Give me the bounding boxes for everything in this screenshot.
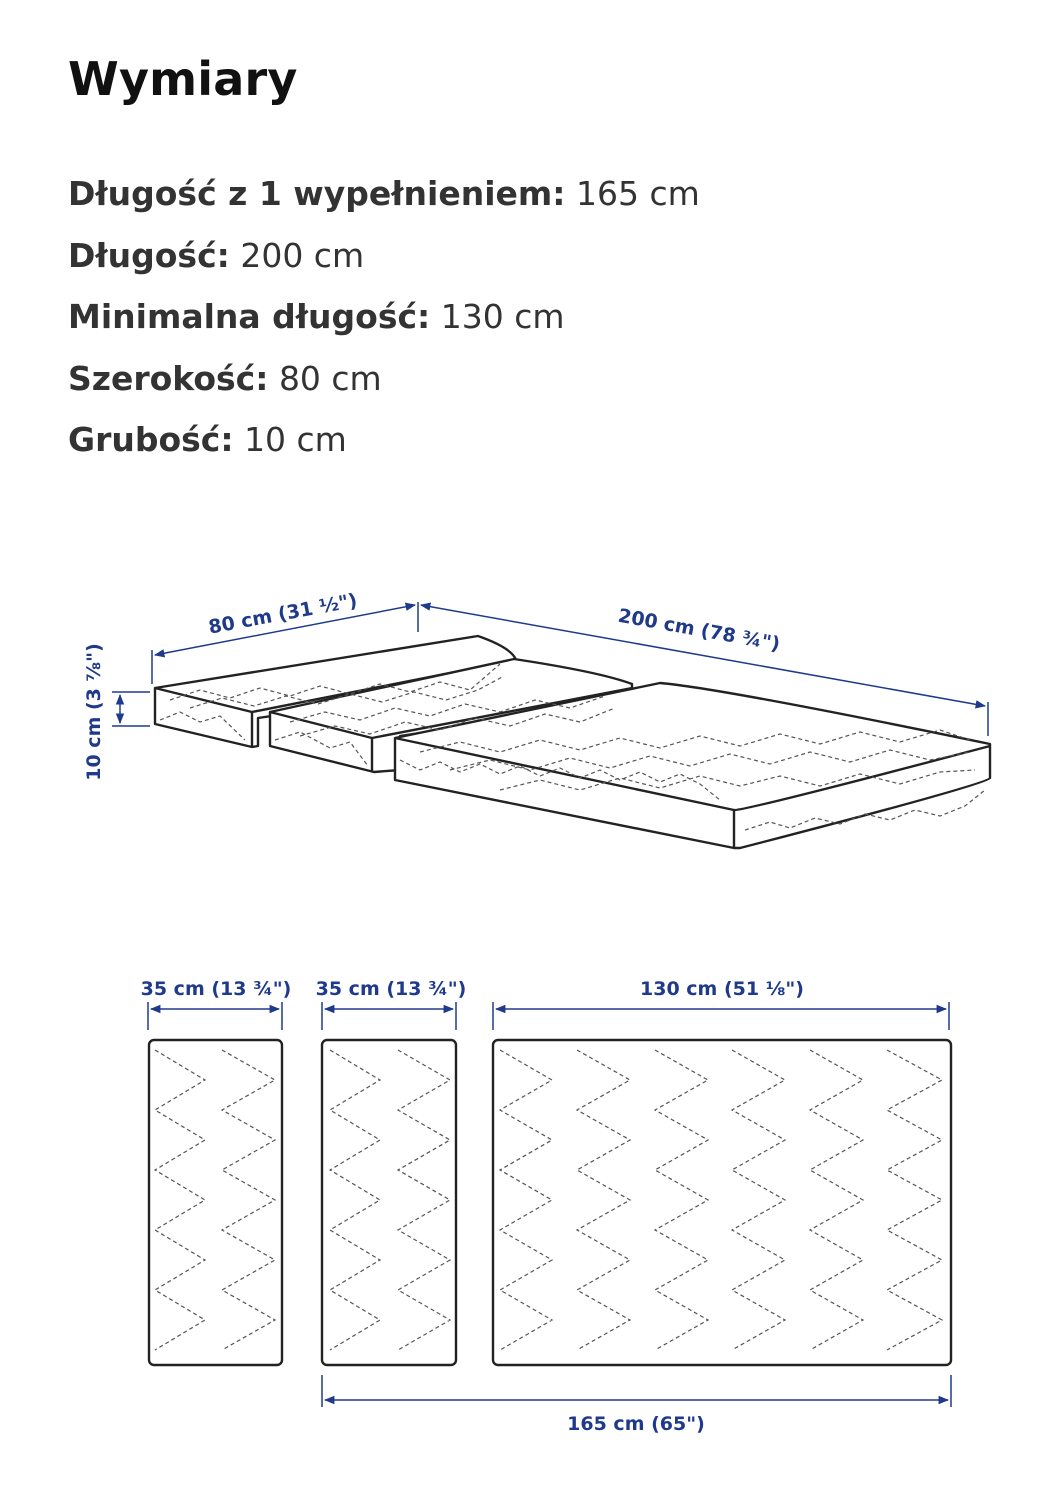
top-piece-2 — [322, 1040, 456, 1365]
dimensions-list — [68, 168, 700, 476]
isometric-view — [83, 590, 990, 848]
spec-row-length — [68, 230, 700, 292]
spec-label: Długość: — [68, 235, 230, 275]
iso-thickness-label: 10 cm (3 ⅞") — [83, 643, 105, 781]
iso-length-label: 200 cm (78 ¾") — [616, 604, 782, 656]
spec-row-min-length — [68, 291, 700, 353]
top-total-label: 165 cm (65") — [567, 1413, 705, 1435]
page-title: Wymiary — [68, 52, 298, 106]
spec-value: 130 cm — [440, 297, 565, 336]
spec-label: Szerokość: — [68, 358, 269, 398]
top-piece1-label: 35 cm (13 ¾") — [140, 978, 292, 1000]
iso-width-label: 80 cm (31 ½") — [206, 589, 360, 639]
mattress-dimensions-diagram — [0, 520, 1060, 1460]
top-piece-1 — [149, 1040, 282, 1365]
spec-value: 165 cm — [575, 174, 700, 213]
spec-label: Grubość: — [68, 420, 234, 459]
spec-row-thickness — [68, 414, 700, 476]
spec-row-length-with-filler — [68, 168, 700, 230]
top-piece2-label: 35 cm (13 ¾") — [315, 978, 467, 1000]
top-piece-3 — [493, 1040, 951, 1365]
spec-label: Minimalna długość: — [68, 297, 431, 336]
top-piece3-label: 130 cm (51 ⅛") — [640, 978, 804, 1000]
top-view — [141, 978, 951, 1435]
spec-row-width — [68, 353, 700, 415]
spec-label: Długość z 1 wypełnieniem: — [68, 174, 566, 213]
spec-value: 80 cm — [278, 358, 382, 398]
spec-value: 200 cm — [240, 235, 365, 275]
iso-thickness-dimension — [83, 643, 150, 781]
spec-value: 10 cm — [244, 420, 347, 459]
